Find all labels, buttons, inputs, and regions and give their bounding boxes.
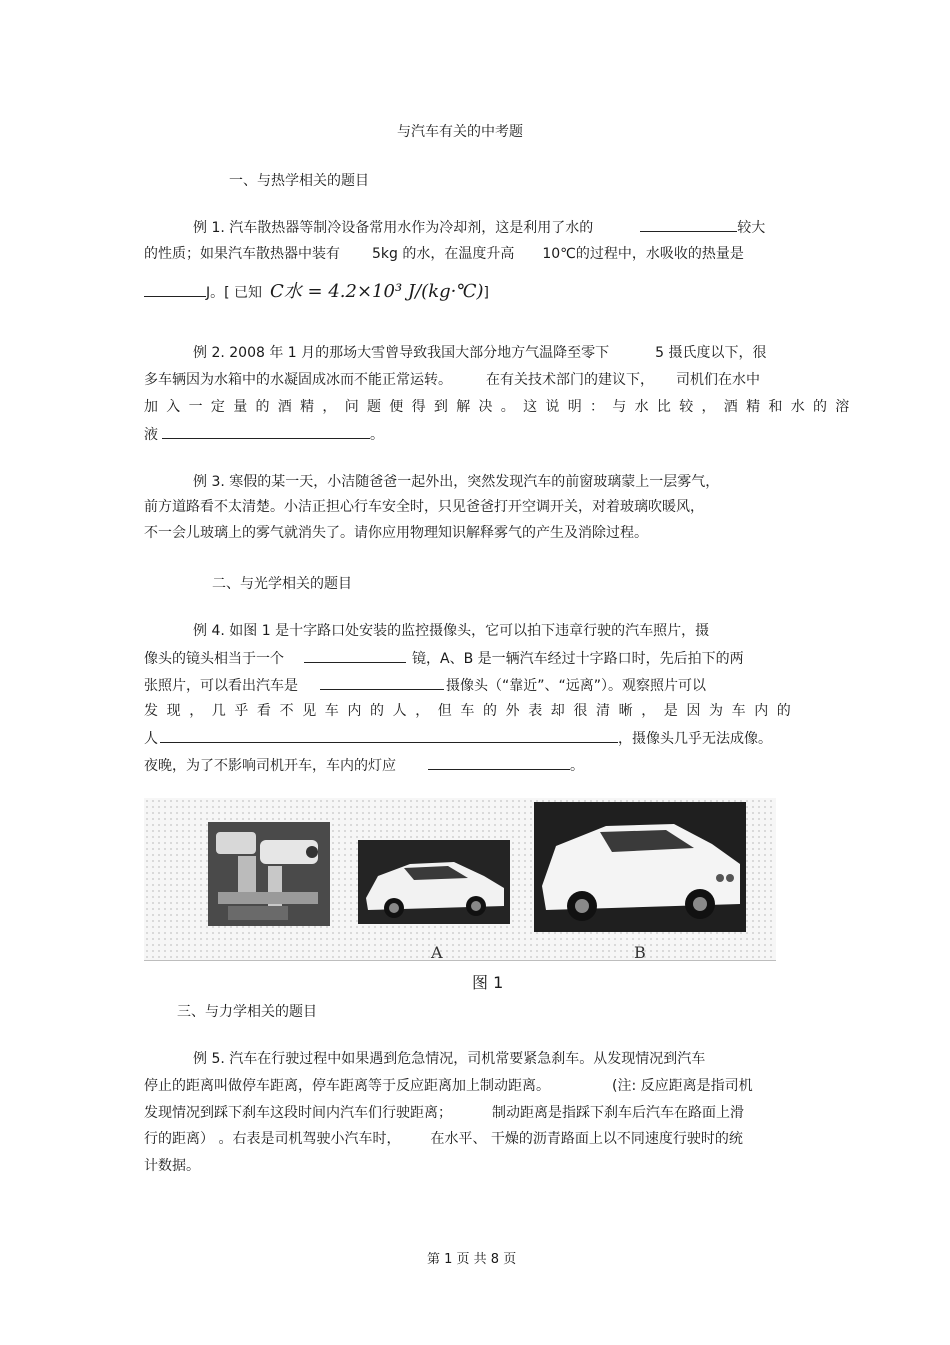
ex4-line1: 例 4. 如图 1 是十字路口处安装的监控摄像头，它可以拍下违章行驶的汽车照片，摄: [193, 623, 710, 639]
ex1-text: 的性质；如果汽车散热器中装有: [144, 246, 340, 262]
ex4-text: 人: [144, 731, 158, 747]
figure-caption: 图 1: [472, 973, 504, 992]
ex5-line3: [144, 1103, 744, 1123]
section-heading-optics: 二、与光学相关的题目: [212, 576, 352, 592]
ex4-text: 张照片，可以看出汽车是: [144, 678, 298, 694]
ex2-line2: [144, 370, 760, 390]
ex4-line6: [144, 755, 584, 776]
ex4-text: 摄像头（“靠近”、“远离”）。观察照片可以: [446, 678, 707, 694]
page-footer: 第 1 页 共 8 页: [427, 1252, 517, 1267]
ex4-blank-light[interactable]: [428, 755, 570, 770]
ex1-blank-1[interactable]: [640, 217, 737, 232]
ex1-text: 5kg 的水，在温度升高: [372, 246, 515, 262]
ex2-line3: 加入一定量的酒精，问题便得到解决。这说明：与水比较，酒精和水的溶: [144, 399, 858, 415]
ex4-text: ，摄像头几乎无法成像。: [618, 731, 772, 747]
ex2-line1: [193, 343, 767, 363]
ex2-line4: [144, 424, 384, 445]
ex2-text: 在有关技术部门的建议下，: [486, 372, 654, 388]
ex2-text: 液: [144, 427, 158, 443]
ex4-text: 像头的镜头相当于一个: [144, 651, 284, 667]
ex3-line1: 例 3. 寒假的某一天，小洁随爸爸一起外出，突然发现汽车的前窗玻璃蒙上一层雾气，: [193, 474, 720, 490]
ex2-text: 例 2. 2008 年 1 月的那场大雪曾导致我国大部分地方气温降至零下: [193, 345, 610, 361]
ex1-text: 例 1. 汽车散热器等制冷设备常用水作为冷却剂，这是利用了水的: [193, 220, 594, 236]
ex4-line5: [144, 728, 772, 749]
ex5-text: 制动距离是指踩下刹车后汽车在路面上滑: [492, 1105, 744, 1121]
ex2-text: 。: [370, 427, 384, 443]
figure-1: [144, 798, 776, 961]
ex4-line2: [144, 648, 744, 669]
ex5-line2: [144, 1076, 753, 1096]
ex5-text: 行的距离） 。右表是司机驾驶小汽车时，: [144, 1131, 401, 1147]
ex2-text: 司机们在水中: [676, 372, 760, 388]
ex5-text: 在水平、 干燥的沥青路面上以不同速度行驶时的统: [430, 1131, 743, 1147]
ex4-line3: [144, 675, 706, 696]
ex4-text: 夜晚，为了不影响司机开车，车内的灯应: [144, 758, 396, 774]
ex5-text: (注: 反应距离是指司机: [612, 1078, 753, 1094]
ex3-line2: 前方道路看不太清楚。小洁正担心行车安全时，只见爸爸打开空调开关，对着玻璃吹暖风，: [144, 499, 704, 515]
ex1-blank-2[interactable]: [144, 282, 206, 297]
ex4-blank-reason[interactable]: [160, 728, 618, 743]
specific-heat-formula: C水 = 4.2×10³ J/(kg·℃): [270, 281, 484, 302]
ex4-blank-lens[interactable]: [304, 648, 406, 663]
car-photo-b: [534, 802, 746, 932]
camera-photo: [208, 822, 330, 926]
ex5-text: 发现情况到踩下刹车这段时间内汽车们行驶距离；: [144, 1105, 452, 1121]
ex1-text: ]: [483, 285, 489, 301]
ex5-line4: [144, 1129, 743, 1149]
figure-label-a: A: [431, 943, 443, 962]
section-heading-mechanics: 三、与力学相关的题目: [177, 1004, 317, 1020]
ex1-text: J。[ 已知: [206, 285, 263, 301]
ex2-blank[interactable]: [162, 424, 370, 439]
car-photo-a: [358, 840, 510, 924]
ex5-text: 停止的距离叫做停车距离，停车距离等于反应距离加上制动距离。: [144, 1078, 550, 1094]
ex4-line4: 发现，几乎看不见车内的人，但车的外表却很清晰，是因为车内的: [144, 703, 800, 719]
figure-label-b: B: [634, 943, 646, 962]
ex2-text: 多车辆因为水箱中的水凝固成冰而不能正常运转。: [144, 372, 452, 388]
ex1-line3: [144, 282, 489, 303]
ex1-line1: [193, 217, 765, 238]
section-heading-thermal: 一、与热学相关的题目: [229, 173, 369, 189]
ex5-line1: 例 5. 汽车在行驶过程中如果遇到危急情况，司机常要紧急刹车。从发现情况到汽车: [193, 1051, 706, 1067]
ex3-line3: 不一会儿玻璃上的雾气就消失了。请你应用物理知识解释雾气的产生及消除过程。: [144, 525, 648, 541]
ex1-text: 10℃的过程中，水吸收的热量是: [542, 246, 744, 262]
ex4-text: 。: [570, 758, 584, 774]
document-title: 与汽车有关的中考题: [397, 124, 523, 140]
ex2-text: 5 摄氏度以下，很: [655, 345, 767, 361]
ex4-blank-direction[interactable]: [320, 675, 444, 690]
ex5-line5: 计数据。: [144, 1158, 200, 1174]
ex4-text: 镜，A、B 是一辆汽车经过十字路口时，先后拍下的两: [412, 651, 744, 667]
ex1-text: 较大: [737, 220, 766, 236]
ex1-line2: [144, 244, 744, 264]
